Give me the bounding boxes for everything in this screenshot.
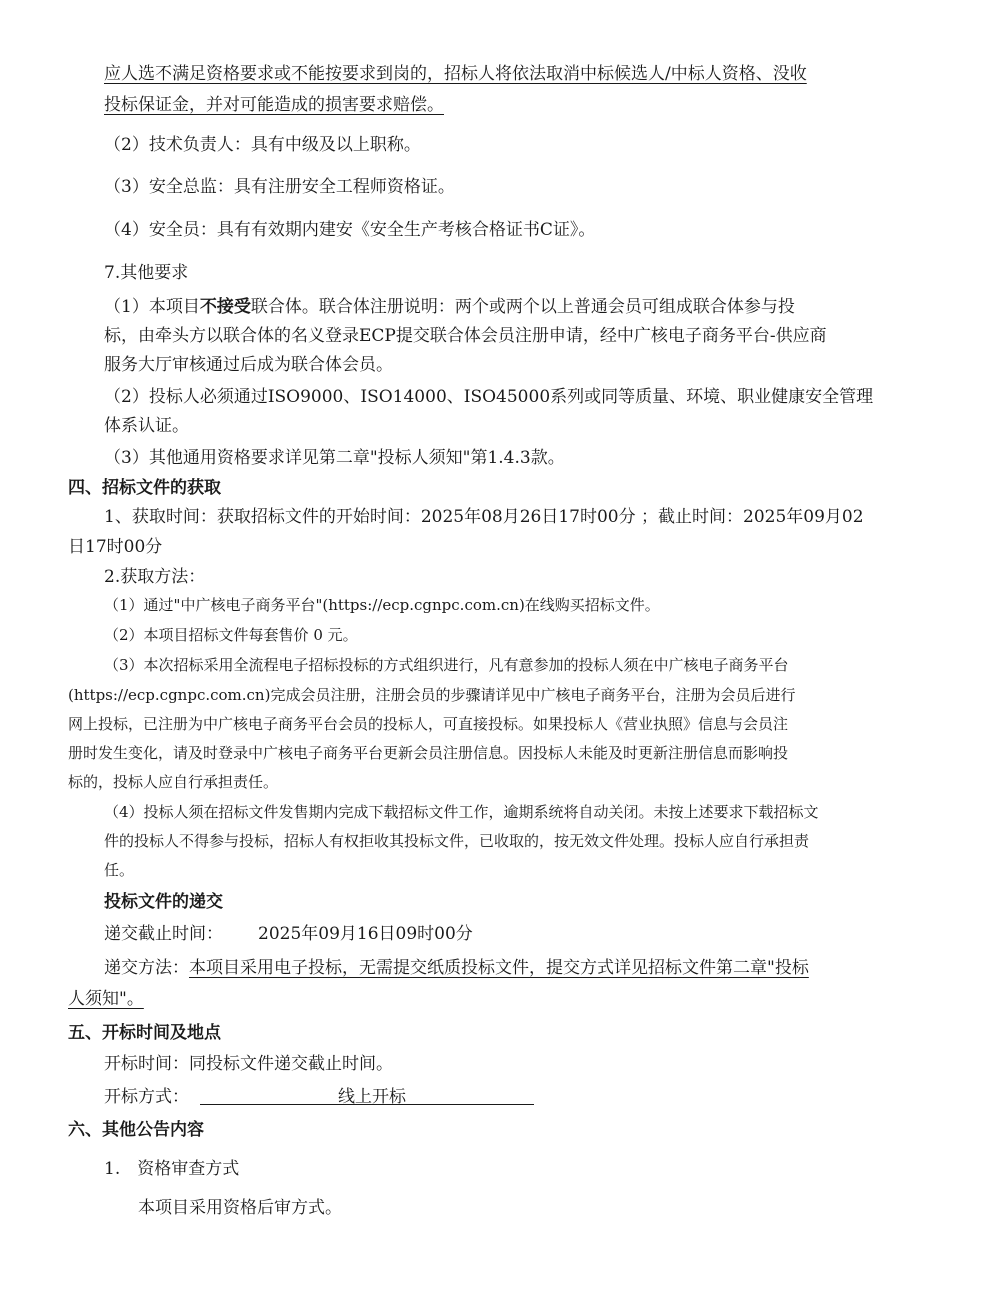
submission-deadline-value: 2025年09月16日09时00分 xyxy=(258,924,473,944)
opening-method-value: 线上开标 xyxy=(338,1087,406,1107)
consortium-line-3: 服务大厅审核通过后成为联合体会员。 xyxy=(104,355,393,375)
certification-line-1: （2）投标人必须通过ISO9000、ISO14000、ISO45000系列或同等质量、环境、职业健康安全管理 xyxy=(104,387,874,407)
acquisition-time-line-1: 1、获取时间：获取招标文件的开始时间：2025年08月26日17时00分 ；截止时间：2025年09月02 xyxy=(104,507,864,527)
acquisition-method-3-line-5: 标的，投标人应自行承担责任。 xyxy=(68,773,279,791)
section4-heading: 四、招标文件的获取 xyxy=(68,478,221,498)
consortium-prefix: （1）本项目 xyxy=(104,297,200,317)
section6-heading: 六、其他公告内容 xyxy=(68,1120,204,1140)
consortium-rest: 联合体。联合体注册说明：两个或两个以上普通会员可组成联合体参与投 xyxy=(250,297,795,317)
submission-heading: 投标文件的递交 xyxy=(104,892,223,912)
consortium-line-1 xyxy=(104,295,795,319)
opening-time: 开标时间：同投标文件递交截止时间。 xyxy=(104,1054,393,1074)
acquisition-method-3-line-4: 册时发生变化，请及时登录中广核电子商务平台更新会员注册信息。因投标人未能及时更新注册信息而影响投 xyxy=(68,744,789,762)
acquisition-method-4-line-1: （4）投标人须在招标文件发售期内完成下载招标文件工作，逾期系统将自动关闭。未按上述要求下载招标文 xyxy=(104,803,819,821)
other-requirements-title: 7.其他要求 xyxy=(104,263,189,283)
submission-method-line-1 xyxy=(104,956,809,980)
acquisition-method-4-line-3: 任。 xyxy=(104,861,135,879)
qualification-review-body: 本项目采用资格后审方式。 xyxy=(138,1198,342,1218)
requirement-line-2: 投标保证金，并对可能造成的损害要求赔偿。 xyxy=(104,95,444,115)
tech-lead-requirement: （2）技术负责人：具有中级及以上职称。 xyxy=(104,135,421,155)
submission-method-value: 本项目采用电子投标，无需提交纸质投标文件，提交方式详见招标文件第二章"投标 xyxy=(189,958,809,978)
requirement-line-1: 应人选不满足资格要求或不能按要求到岗的，招标人将依法取消中标候选人/中标人资格、没收 xyxy=(104,64,807,84)
certification-line-2: 体系认证。 xyxy=(104,416,189,436)
acquisition-method-3-line-1: （3）本次招标采用全流程电子招标投标的方式组织进行，凡有意参加的投标人须在中广核电子商务平台 xyxy=(104,656,789,674)
acquisition-method-2: （2）本项目招标文件每套售价 0 元。 xyxy=(104,626,358,644)
consortium-not-accepted: 不接受 xyxy=(199,297,251,317)
submission-method-label: 递交方法： xyxy=(104,958,189,978)
submission-method-line-2: 人须知"。 xyxy=(68,989,144,1009)
acquisition-method-title: 2.获取方法： xyxy=(104,567,206,587)
acquisition-time-line-2: 日17时00分 xyxy=(68,537,163,557)
submission-deadline-label: 递交截止时间： xyxy=(104,924,223,944)
acquisition-method-3-line-2: (https://ecp.cgnpc.com.cn)完成会员注册，注册会员的步骤请详见中广核电子商务平台，注册为会员后进行 xyxy=(68,686,796,704)
section5-heading: 五、开标时间及地点 xyxy=(68,1023,221,1043)
acquisition-method-1: （1）通过"中广核电子商务平台"(https://ecp.cgnpc.com.cn)在线购买招标文件。 xyxy=(104,596,660,614)
safety-officer-requirement: （4）安全员：具有有效期内建安《安全生产考核合格证书C证》。 xyxy=(104,220,596,240)
acquisition-method-4-line-2: 件的投标人不得参与投标，招标人有权拒收其投标文件，已收取的，按无效文件处理。投标人应自行承担责 xyxy=(104,832,810,850)
acquisition-method-3-line-3: 网上投标，已注册为中广核电子商务平台会员的投标人，可直接投标。如果投标人《营业执照》信息与会员注 xyxy=(68,715,789,733)
qualification-review-title: 1. 资格审查方式 xyxy=(104,1159,240,1179)
safety-director-requirement: （3）安全总监：具有注册安全工程师资格证。 xyxy=(104,177,455,197)
consortium-line-2: 标，由牵头方以联合体的名义登录ECP提交联合体会员注册申请，经中广核电子商务平台-供应商 xyxy=(104,326,827,346)
opening-method-label: 开标方式： xyxy=(104,1087,189,1107)
general-requirements: （3）其他通用资格要求详见第二章"投标人须知"第1.4.3款。 xyxy=(104,448,565,468)
